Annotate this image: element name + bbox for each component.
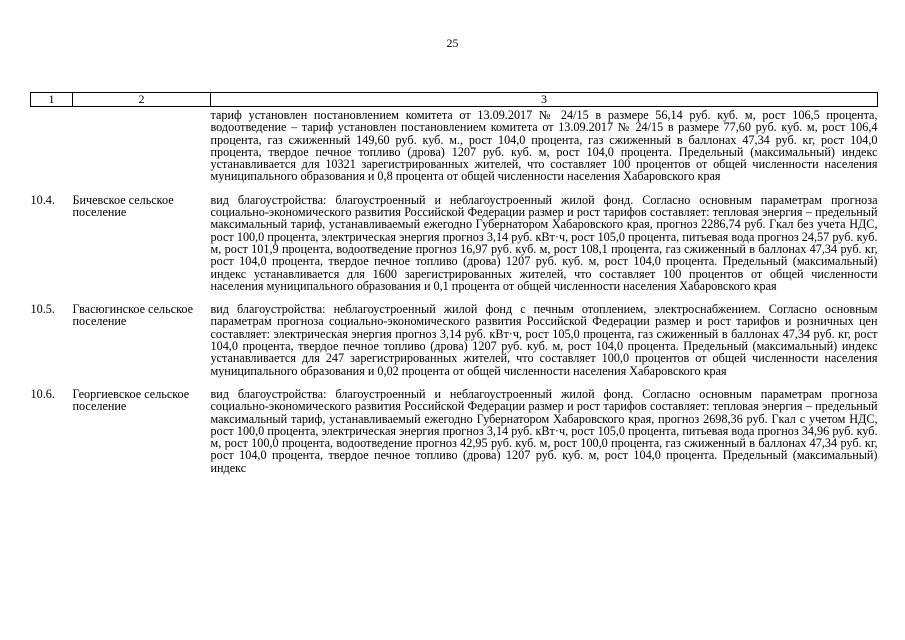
table-row — [31, 303, 878, 377]
table-header-row — [31, 93, 878, 107]
row-description: тариф установлен постановлением комитета от 13.09.2017 № 24/15 в размере 56,14 руб. куб. м, рост 106,5 процента, водоотведение – тариф установлен постановлением комитета от 13.09.2017 № 24/15 в размере 77,60 руб. куб. м, рост 106,4 процента, газ сжиженный 149,60 руб. куб. м., рост 104,0 процента, газ сжиженный в баллонах 47,34 руб. кг, рост 104,0 процента, твердое печное топливо (дрова) 1207 руб. куб. м, рост 104,0 процента. Предельный (максимальный) индекс устанавливается для 10321 зарегистрированных жителей, что составляет 100 процентов от общей численности населения муниципального образования и 0,8 процента от общей численности населения Хабаровского края — [210, 108, 878, 184]
row-number-cell — [31, 107, 73, 183]
row-description: вид благоустройства: неблагоустроенный жилой фонд с печным отоплением, электроснабжением. Согласно основным параметрам прогноза социально-экономического развития Российской Федерации размер и рост тарифов и розничных цен составляет: электрическая энергия прогноз 3,14 руб. кВт·ч, рост 105,0 процента, газ сжиженный в баллонах 47,34 руб. кг, рост 104,0 процента, твердое печное топливо (дрова) 1207 руб. куб. м, рост 104,0 процента. Предельный (максимальный) индекс устанавливается для 247 зарегистрированных жителей, что составляет 100,0 процентов от общей численности населения муниципального образования и 0,02 процента от общей численности населения Хабаровского края — [210, 302, 878, 378]
row-number: 10.5. — [30, 302, 55, 317]
column-header-description: 3 — [211, 93, 878, 107]
page-number: 25 — [446, 36, 459, 50]
tariff-table — [30, 92, 878, 474]
table-row — [31, 194, 878, 292]
table-row — [31, 388, 878, 474]
row-number: 10.6. — [30, 386, 55, 401]
column-header-name: 2 — [73, 93, 211, 107]
row-settlement-name: Гвасюгинское сельское поселение — [72, 302, 194, 329]
column-header-number: 1 — [31, 93, 73, 107]
row-description: вид благоустройства: благоустроенный и неблагоустроенный жилой фонд. Согласно основным параметрам прогноза социально-экономического развития Российской Федерации размер и рост тарифов составляет: тепловая энергия – предельный максимальный тариф, устанавливаемый ежегодно Губернатором Хабаровского края, прогноз 2698,36 руб. Гкал с учетом НДС, рост 100,0 процента, электрическая энергия прогноз 3,14 руб. кВт·ч, рост 105,0 процента, питьевая вода прогноз 34,96 руб. куб. м, рост 100,0 процента, водоотведение прогноз 42,95 руб. куб. м, рост 100,0 процента, газ сжиженный в баллонах 47,34 руб. кг, рост 104,0 процента, твердое печное топливо (дрова) 1207 руб. куб. м, рост 104,0 процента. Предельный (максимальный) индекс — [210, 386, 878, 475]
row-name-cell — [73, 107, 211, 183]
row-description: вид благоустройства: благоустроенный и неблагоустроенный жилой фонд. Согласно основным параметрам прогноза социально-экономического развития Российской Федерации размер и рост тарифов составляет: тепловая энергия – предельный максимальный тариф, устанавливаемый ежегодно Губернатором Хабаровского края, прогноз 2286,74 руб. Гкал без учета НДС, рост 100,0 процента, электрическая энергия прогноз 3,14 руб. кВт·ч, рост 105,0 процента, питьевая вода прогноз 24,57 руб. куб. м, рост 101,9 процента, водоотведение прогноз 16,97 руб. куб. м, рост 108,1 процента, газ сжиженный в баллонах 47,34 руб. кг, рост 104,0 процента, твердое печное топливо (дрова) 1207 руб. куб. м, рост 104,0 процента. Предельный (максимальный) индекс устанавливается для 1600 зарегистрированных жителей, что составляет 100 процентов от общей численности населения муниципального образования и 0,1 процента от общей численности населения Хабаровского края — [210, 192, 878, 293]
row-number: 10.4. — [30, 192, 55, 207]
row-settlement-name: Бичевское сельское поселение — [72, 192, 174, 220]
table-row-continuation — [31, 107, 878, 183]
row-settlement-name: Георгиевское сельское поселение — [72, 386, 190, 414]
